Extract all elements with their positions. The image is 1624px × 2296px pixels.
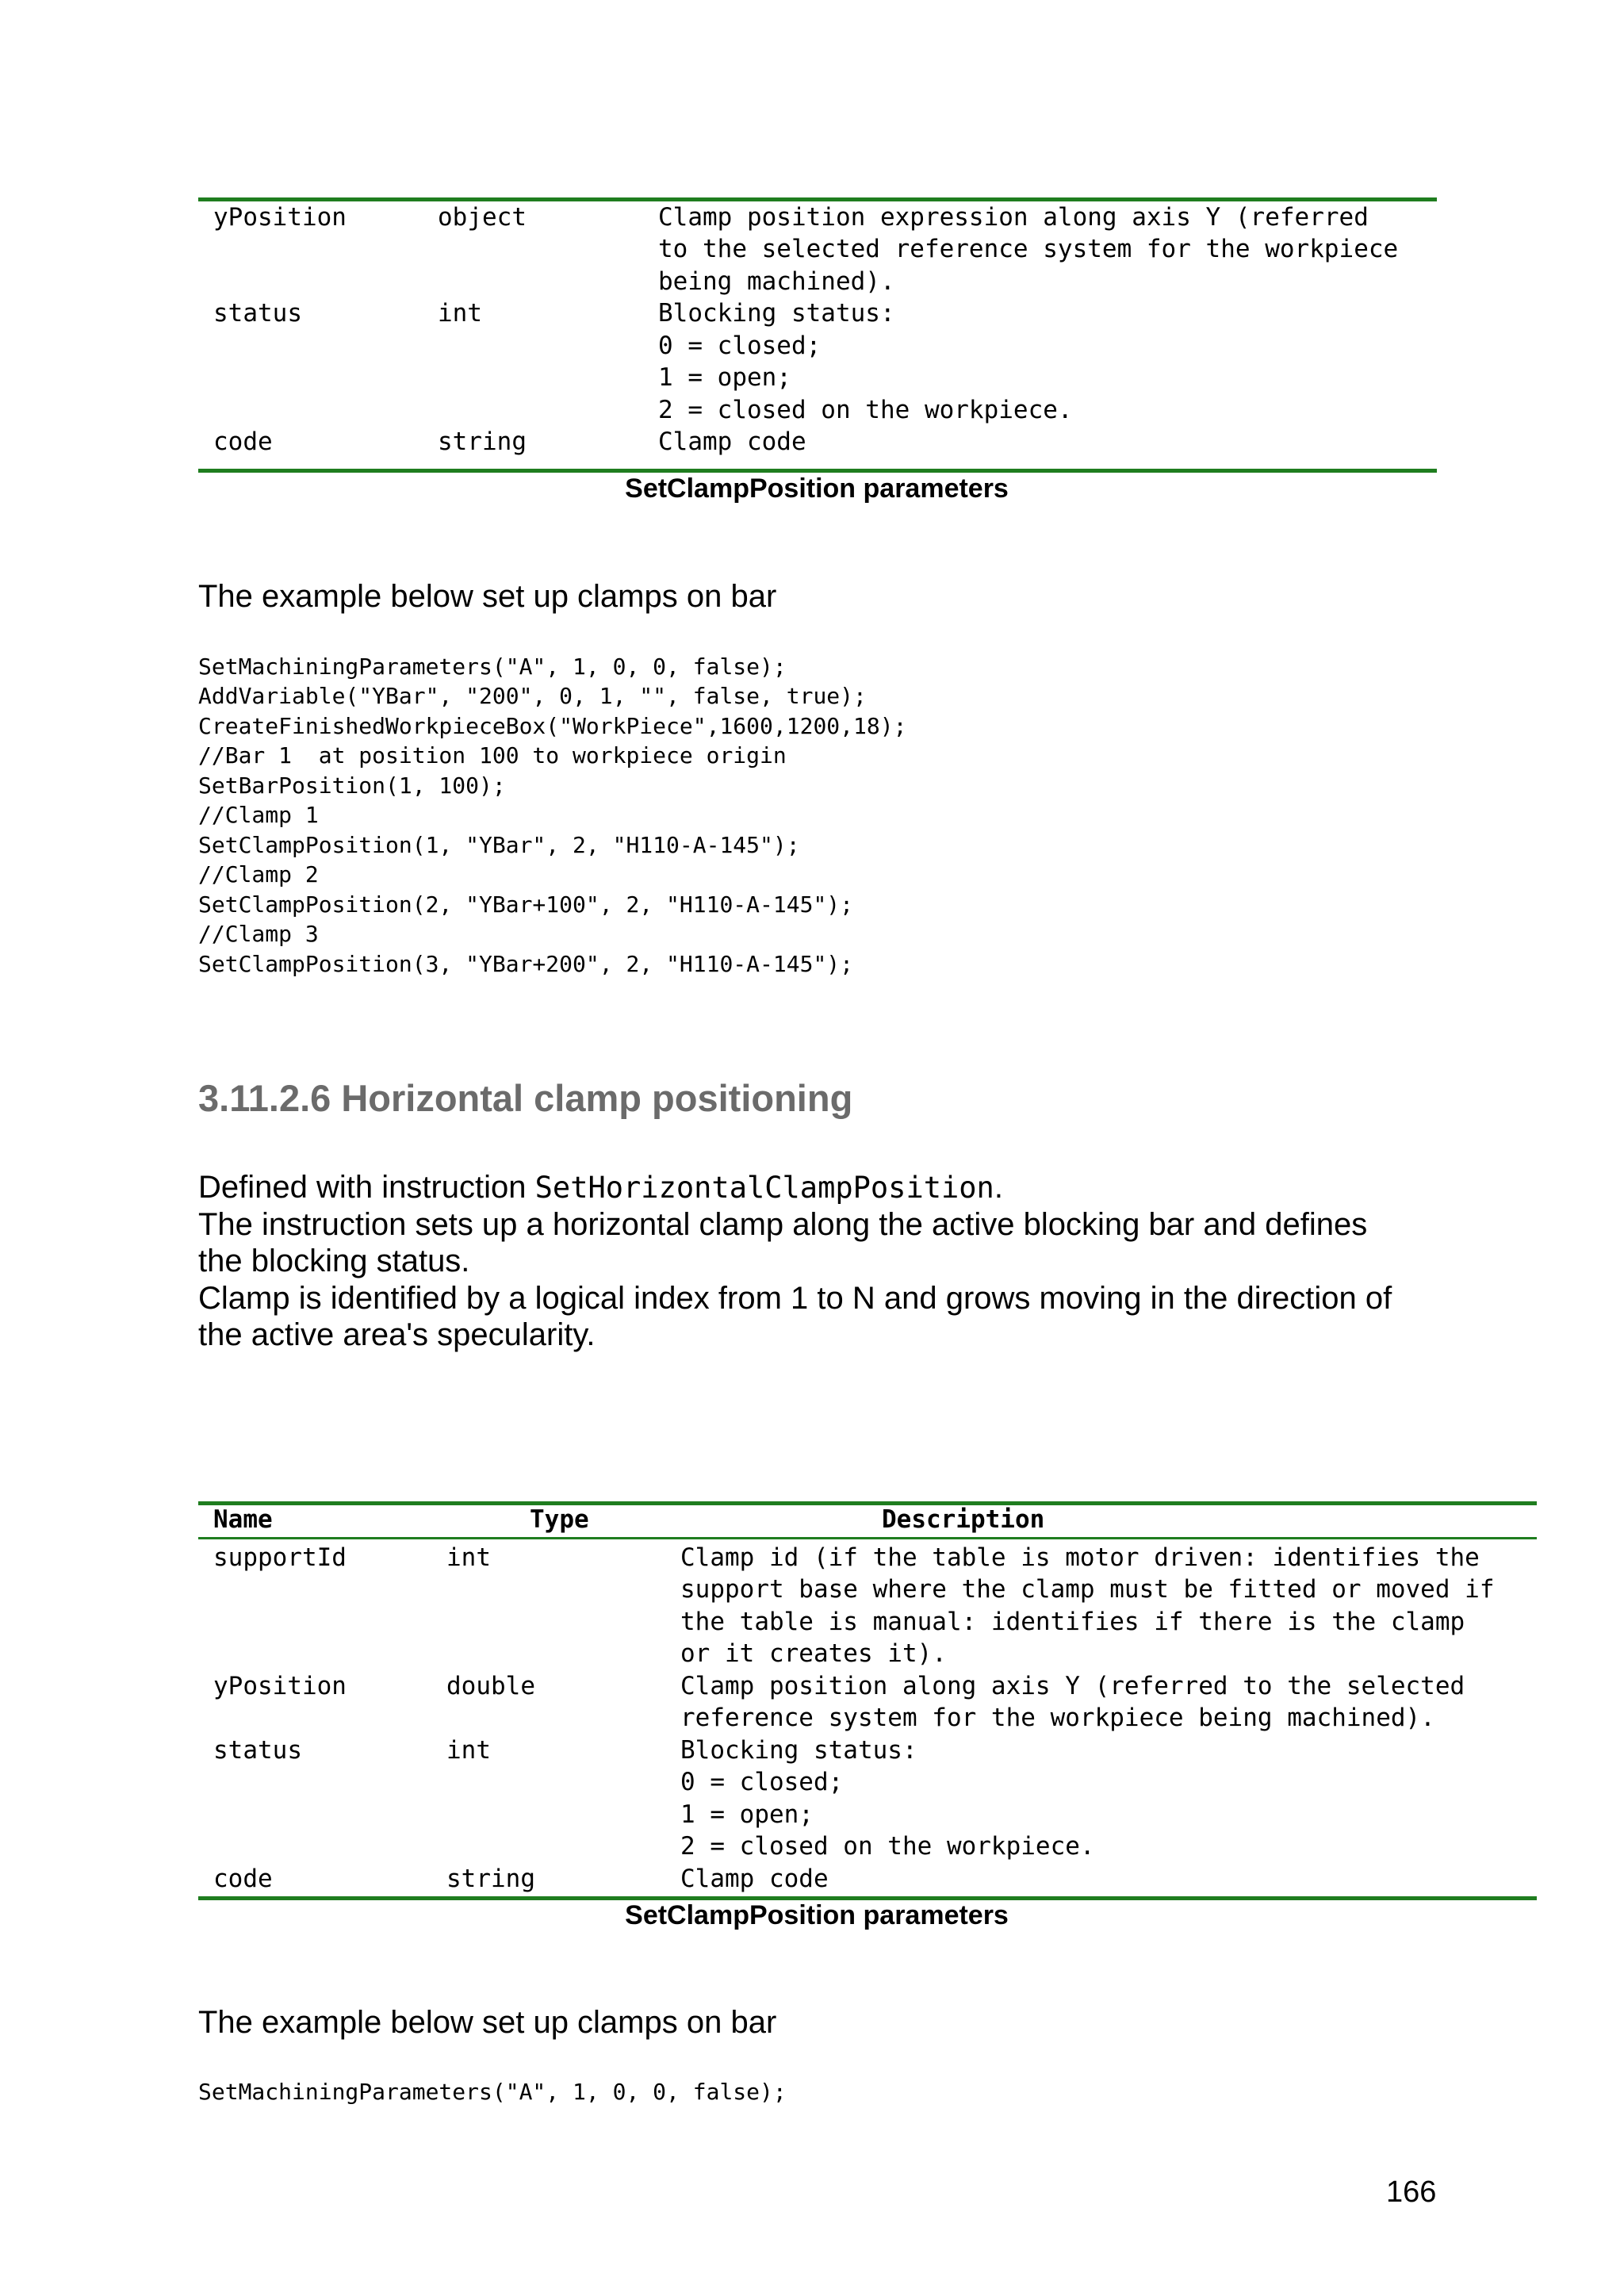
table-top-rule: [198, 1501, 1537, 1505]
code-line: //Bar 1 at position 100 to workpiece origin: [198, 742, 787, 769]
example-intro: The example below set up clamps on bar: [198, 2005, 777, 2040]
param-name: yPosition: [213, 1672, 347, 1700]
page-number: 166: [1386, 2175, 1437, 2209]
param-description: being machined).: [658, 267, 895, 296]
param-type: string: [438, 427, 527, 456]
defined-with-line: [198, 1169, 1003, 1206]
param-name: status: [213, 1736, 302, 1765]
param-name: status: [213, 299, 302, 328]
param-description: Clamp position along axis Y (referred to the selected: [680, 1672, 1465, 1700]
table-caption: SetClampPosition parameters: [625, 473, 1009, 504]
param-description: support base where the clamp must be fitted or moved if: [680, 1575, 1495, 1604]
code-line: //Clamp 2: [198, 861, 319, 887]
param-description: Clamp id (if the table is motor driven: identifies the: [680, 1543, 1480, 1572]
param-description: or it creates it).: [680, 1639, 947, 1668]
code-line: SetClampPosition(3, "YBar+200", 2, "H110-A-145");: [198, 951, 854, 977]
param-description: 2 = closed on the workpiece.: [680, 1832, 1095, 1861]
section-paragraph-line: The instruction sets up a horizontal clamp along the active blocking bar and defines: [198, 1207, 1368, 1242]
param-description: 0 = closed;: [680, 1768, 844, 1796]
code-line: //Clamp 1: [198, 802, 319, 828]
section-heading: 3.11.2.6 Horizontal clamp positioning: [198, 1077, 853, 1119]
table-caption: SetClampPosition parameters: [625, 1900, 1009, 1930]
column-header-description: Description: [882, 1505, 1045, 1534]
defined-suffix: .: [994, 1170, 1003, 1205]
param-type: int: [446, 1543, 491, 1572]
code-line: SetMachiningParameters("A", 1, 0, 0, false);: [198, 654, 787, 680]
code-line: SetMachiningParameters("A", 1, 0, 0, false);: [198, 2079, 787, 2105]
code-line: //Clamp 3: [198, 921, 319, 947]
code-line: SetClampPosition(2, "YBar+100", 2, "H110-A-145");: [198, 891, 854, 918]
param-description: Clamp code: [658, 427, 806, 456]
param-description: Clamp code: [680, 1865, 829, 1893]
param-description: Blocking status:: [680, 1736, 917, 1765]
param-description: Clamp position expression along axis Y (referred: [658, 203, 1369, 232]
param-description: reference system for the workpiece being machined).: [680, 1704, 1435, 1732]
param-description: 1 = open;: [680, 1800, 814, 1829]
param-name: yPosition: [213, 203, 347, 232]
param-name: code: [213, 427, 273, 456]
header-rule: [198, 1537, 1537, 1539]
param-type: string: [446, 1865, 535, 1893]
param-description: the table is manual: identifies if there is the clamp: [680, 1608, 1465, 1636]
param-type: double: [446, 1672, 535, 1700]
column-header-name: Name: [213, 1505, 273, 1534]
param-name: supportId: [213, 1543, 347, 1572]
param-type: int: [446, 1736, 491, 1765]
section-paragraph-line: the blocking status.: [198, 1244, 470, 1278]
code-line: SetClampPosition(1, "YBar", 2, "H110-A-145");: [198, 832, 800, 858]
param-type: int: [438, 299, 482, 328]
code-line: SetBarPosition(1, 100);: [198, 772, 506, 799]
param-type: object: [438, 203, 527, 232]
column-header-type: Type: [530, 1505, 589, 1534]
defined-prefix: Defined with instruction: [198, 1170, 535, 1205]
example-intro: The example below set up clamps on bar: [198, 579, 777, 614]
param-description: 1 = open;: [658, 363, 791, 392]
section-paragraph-line: the active area's specularity.: [198, 1317, 596, 1352]
code-line: AddVariable("YBar", "200", 0, 1, "", false, true);: [198, 683, 867, 709]
param-description: 2 = closed on the workpiece.: [658, 396, 1073, 424]
table-bottom-rule: [198, 469, 1437, 473]
code-line: CreateFinishedWorkpieceBox("WorkPiece",1600,1200,18);: [198, 713, 907, 739]
param-name: code: [213, 1865, 273, 1893]
param-description: to the selected reference system for the workpiece: [658, 235, 1399, 263]
param-description: 0 = closed;: [658, 332, 822, 360]
section-paragraph-line: Clamp is identified by a logical index from 1 to N and grows moving in the direction of: [198, 1281, 1392, 1316]
instruction-name: SetHorizontalClampPosition: [534, 1171, 994, 1205]
param-description: Blocking status:: [658, 299, 895, 328]
